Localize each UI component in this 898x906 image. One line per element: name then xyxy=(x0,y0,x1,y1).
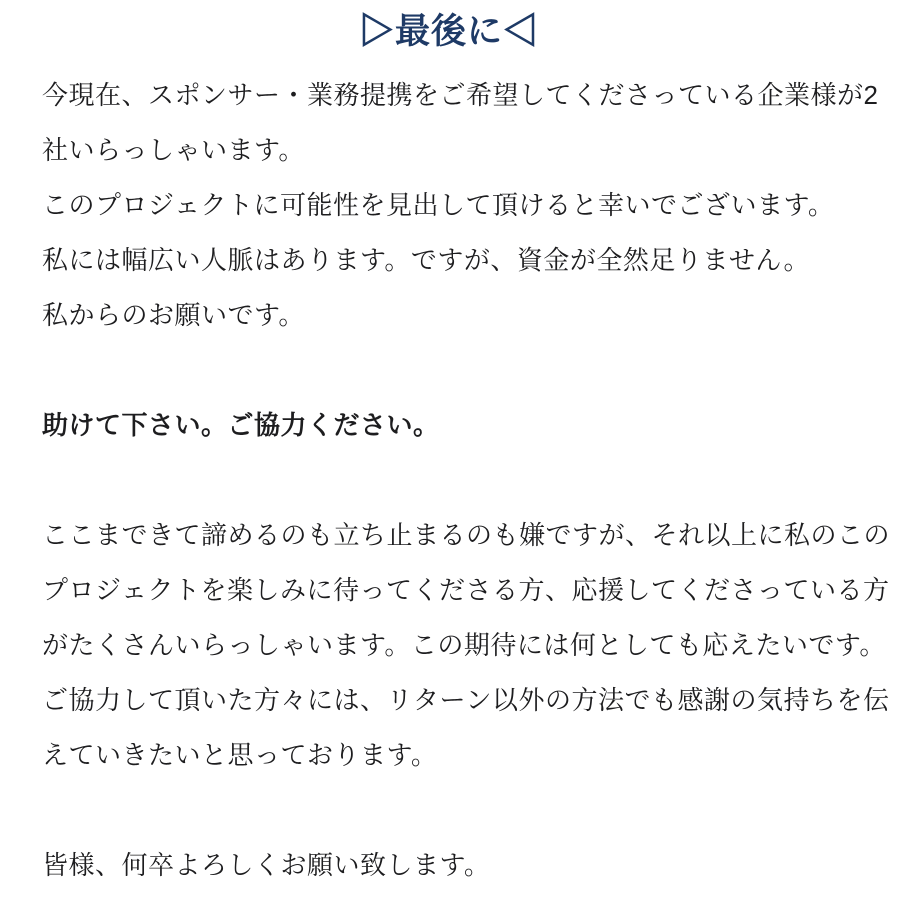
blank-line xyxy=(42,453,862,508)
document-body xyxy=(42,68,891,893)
text-line-emphasized: 助けて下さい。ご協力ください。 xyxy=(42,410,440,440)
document-page xyxy=(0,8,898,906)
text-line: 皆様、何卒よろしくお願い致します。 xyxy=(42,850,491,880)
text-line: ご協力して頂いた方々には、リターン以外の方法でも感謝の気持ちを伝 xyxy=(42,685,890,715)
text-line: えていきたいと思っております。 xyxy=(42,740,438,770)
text-line: 私からのお願いです。 xyxy=(42,300,305,330)
text-line: プロジェクトを楽しみに待ってくださる方、応援してくださっている方 xyxy=(42,575,890,605)
text-line: 私には幅広い人脈はあります。ですが、資金が全然足りません。 xyxy=(42,245,810,275)
text-line: 社いらっしゃいます。 xyxy=(42,135,305,165)
page-title: ▷最後に◁ xyxy=(358,12,539,51)
blank-line xyxy=(42,783,862,838)
text-line: このプロジェクトに可能性を見出して頂けると幸いでございます。 xyxy=(42,190,835,220)
text-line: がたくさんいらっしゃいます。この期待には何としても応えたいです。 xyxy=(42,630,886,660)
blank-line xyxy=(42,343,862,398)
text-line: ここまできて諦めるのも立ち止まるのも嫌ですが、それ以上に私のこの xyxy=(42,520,891,550)
text-line: 今現在、スポンサー・業務提携をご希望してくださっている企業様が2 xyxy=(42,80,879,110)
